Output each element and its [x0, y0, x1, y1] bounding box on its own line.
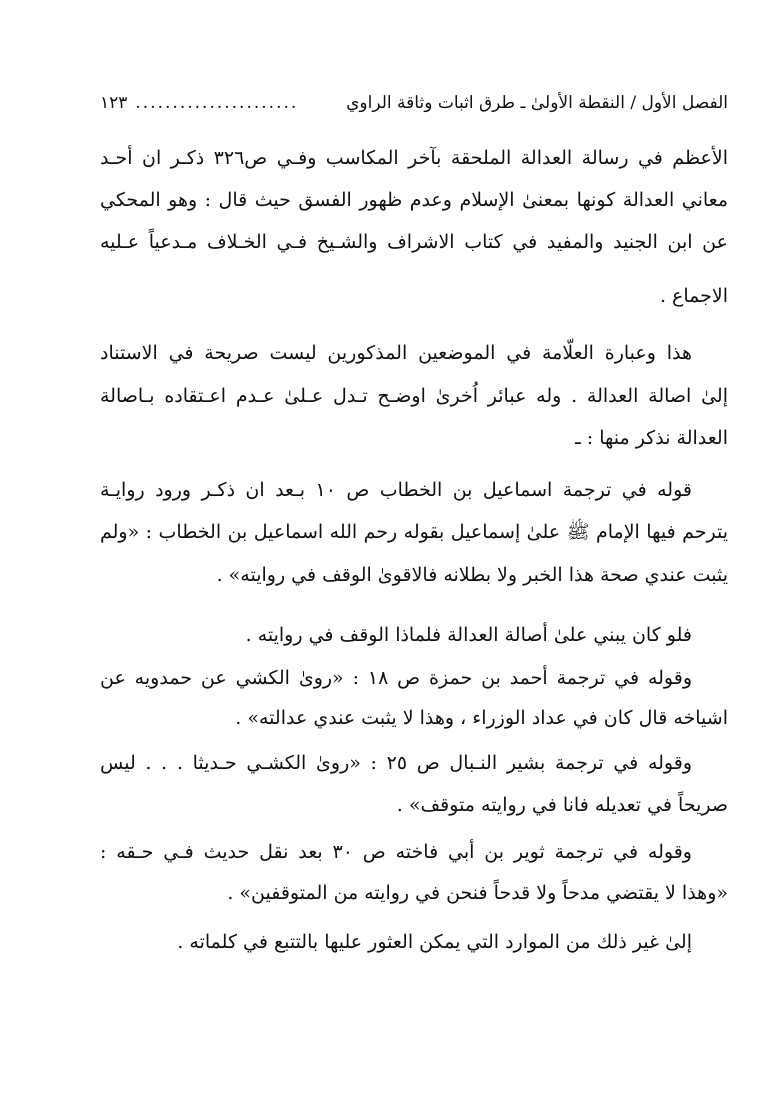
text-line: وقوله في ترجمة أحمد بن حمزة ص ١٨ : «روىٰ الكشي عن حمدويه عن	[100, 667, 692, 689]
text-line: فلو كان يبني علىٰ أصالة العدالة فلماذا الوقف في روايته .	[245, 624, 692, 646]
text-line: يثبت عندي صحة هذا الخبر ولا بطلانه فالاقوىٰ الوقف في روايته» .	[216, 564, 728, 586]
header-leader-dots: ......................	[135, 93, 299, 113]
text-line: اشياخه قال كان في عداد الوزراء ، وهذا لا يثبت عندي عدالته» .	[235, 707, 728, 729]
text-line: العدالة نذكر منها : ـ	[575, 427, 728, 449]
text-line: «وهذا لا يقتضي مدحاً ولا قدحاً فنحن في روايته من المتوقفين» .	[227, 882, 728, 904]
text-line: صريحاً في تعديله فانا في روايته متوقف» .	[396, 794, 728, 816]
text-line: إلىٰ غير ذلك من الموارد التي يمكن العثور عليها بالتتبع في كلماته .	[177, 931, 692, 953]
text-line: وقوله في ترجمة بشير النـبال ص ٢٥ : «روىٰ الكشـي حـديثا . . . ليس	[100, 752, 693, 774]
text-line: يترحم فيها الإمام ﷺ علىٰ إسماعيل بقوله رحم الله اسماعيل بن الخطاب : «ولم	[100, 521, 728, 543]
text-line: وقوله في ترجمة ثوير بن أبي فاخته ص ٣٠ بعد نقل حديث فـي حـقه :	[100, 841, 692, 863]
text-line: الأعظم في رسالة العدالة الملحقة بآخر المكاسب وفـي ص٣٢٦ ذكـر ان أحـد	[100, 147, 728, 169]
text-line: الاجماع .	[659, 285, 728, 307]
header-title: الفصل الأول / النقطة الأولىٰ ـ طرق اثبات وثاقة الراوي	[346, 93, 728, 113]
text-line: هذا وعبارة العلّامة في الموضعين المذكورين ليست صريحة في الاستناد	[100, 342, 692, 364]
text-line: إلىٰ اصالة العدالة . وله عبائر اُخرىٰ اوضـح تـدل عـلىٰ عـدم اعـتقاده بـاصالة	[100, 385, 728, 407]
text-line: قوله في ترجمة اسماعيل بن الخطاب ص ١٠ بـعد ان ذكـر ورود روايـة	[100, 479, 692, 501]
text-line: معاني العدالة كونها بمعنىٰ الإسلام وعدم ظهور الفسق حيث قال : وهو المحكي	[100, 189, 728, 211]
text-line: عن ابن الجنيد والمفيد في كتاب الاشراف والشـيخ فـي الخـلاف مـدعياً عـليه	[100, 231, 728, 253]
running-header	[100, 89, 728, 117]
page-number: ١٢٣	[100, 93, 128, 113]
